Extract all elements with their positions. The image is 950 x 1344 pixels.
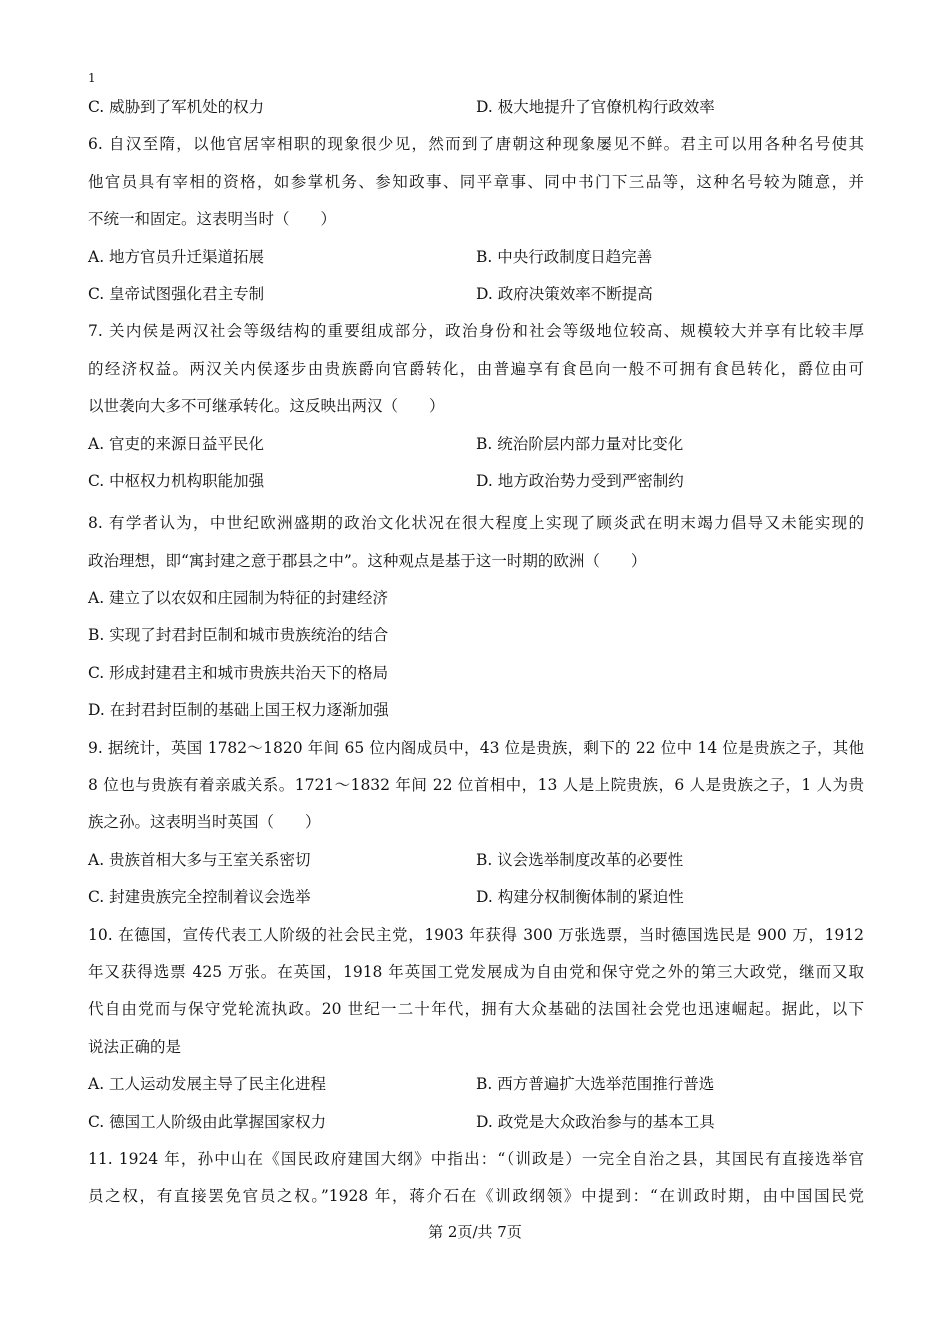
question-7-options-row-1 — [88, 431, 864, 468]
question-7 — [88, 318, 864, 505]
question-6-line-1: 6. 自汉至隋，以他官居宰相职的现象很少见，然而到了唐朝这种现象屡见不鲜。君主可以用各种名号使其 — [88, 135, 864, 154]
question-10-options-row-2 — [88, 1109, 864, 1146]
question-10-line-1: 10. 在德国，宣传代表工人阶级的社会民主党，1903 年获得 300 万张选票，当时德国选民是 900 万，1912 — [88, 925, 864, 944]
question-content — [88, 94, 864, 1221]
question-7-line-2: 的经济权益。两汉关内侯逐步由贵族爵向官爵转化，由普遍享有食邑向一般不可拥有食邑转化，爵位由可 — [88, 359, 864, 378]
question-6-options-row-1 — [88, 244, 864, 281]
question-10-option-d[interactable]: D. 政党是大众政治参与的基本工具 — [476, 1112, 715, 1131]
question-10-options-row-1 — [88, 1071, 864, 1108]
question-10-option-a[interactable]: A. 工人运动发展主导了民主化进程 — [88, 1075, 327, 1094]
question-10-line-3: 代自由党而与保守党轮流执政。20 世纪一二十年代，拥有大众基础的法国社会党也迅速崛起。据此，以下 — [88, 1000, 864, 1019]
question-8 — [88, 510, 864, 734]
page-mark: 1 — [88, 71, 96, 85]
question-6-options-row-2 — [88, 281, 864, 318]
question-9-line-2: 8 位也与贵族有着亲戚关系。1721～1832 年间 22 位首相中，13 人是上院贵族，6 人是贵族之子，1 人为贵 — [88, 776, 864, 795]
question-7-line-1: 7. 关内侯是两汉社会等级结构的重要组成部分，政治身份和社会等级地位较高、规模较大并享有比较丰厚 — [88, 322, 864, 341]
question-9-option-b[interactable]: B. 议会选举制度改革的必要性 — [476, 850, 684, 869]
question-9-line-1: 9. 据统计，英国 1782～1820 年间 65 位内阁成员中，43 位是贵族，剩下的 22 位中 14 位是贵族之子，其他 — [88, 738, 864, 757]
question-7-line-3: 以世袭向大多不可继承转化。这反映出两汉（ ） — [88, 397, 445, 416]
question-8-option-d[interactable]: D. 在封君封臣制的基础上国王权力逐渐加强 — [88, 701, 389, 720]
question-6-line-2: 他官员具有宰相的资格，如参掌机务、参知政事、同平章事、同中书门下三品等，这种名号较为随意，并 — [88, 172, 864, 191]
question-8-line-1: 8. 有学者认为，中世纪欧洲盛期的政治文化状况在很大程度上实现了顾炎武在明末竭力倡导又未能实现的 — [88, 514, 864, 533]
question-10-option-b[interactable]: B. 西方普遍扩大选举范围推行普选 — [476, 1075, 715, 1094]
question-6-option-a[interactable]: A. 地方官员升迁渠道拓展 — [88, 247, 265, 266]
question-9-option-d[interactable]: D. 构建分权制衡体制的紧迫性 — [476, 888, 684, 907]
question-8-option-a[interactable]: A. 建立了以农奴和庄园制为特征的封建经济 — [88, 589, 389, 608]
question-7-option-c[interactable]: C. 中枢权力机构职能加强 — [88, 471, 265, 490]
question-6 — [88, 131, 864, 318]
question-10-option-c[interactable]: C. 德国工人阶级由此掌握国家权力 — [88, 1112, 327, 1131]
q5-options-row — [88, 94, 864, 131]
q5-option-d[interactable]: D. 极大地提升了官僚机构行政效率 — [476, 98, 715, 116]
question-9 — [88, 735, 864, 922]
question-7-option-a[interactable]: A. 官吏的来源日益平民化 — [88, 434, 265, 453]
question-7-option-d[interactable]: D. 地方政治势力受到严密制约 — [476, 471, 684, 490]
question-10-line-4: 说法正确的是 — [88, 1037, 182, 1056]
question-7-option-b[interactable]: B. 统治阶层内部力量对比变化 — [476, 434, 684, 453]
question-6-option-d[interactable]: D. 政府决策效率不断提高 — [476, 284, 653, 303]
question-9-options-row-1 — [88, 847, 864, 884]
question-9-option-c[interactable]: C. 封建贵族完全控制着议会选举 — [88, 888, 311, 907]
q5-option-c[interactable]: C. 威胁到了军机处的权力 — [88, 98, 265, 116]
question-9-options-row-2 — [88, 884, 864, 921]
question-7-options-row-2 — [88, 468, 864, 505]
question-10 — [88, 922, 864, 1146]
question-6-option-b[interactable]: B. 中央行政制度日趋完善 — [476, 247, 653, 266]
question-8-option-c[interactable]: C. 形成封建君主和城市贵族共治天下的格局 — [88, 663, 389, 682]
question-11-line-2: 员之权，有直接罢免官员之权。”1928 年，蒋介石在《训政纲领》中提到：“在训政时期，由中国国民党 — [88, 1187, 864, 1206]
question-10-line-2: 年又获得选票 425 万张。在英国，1918 年英国工党发展成为自由党和保守党之外的第三大政党，继而又取 — [88, 962, 864, 981]
question-9-line-3: 族之孙。这表明当时英国（ ） — [88, 813, 321, 832]
question-11 — [88, 1146, 864, 1221]
page-footer: 第 2页/共 7页 — [428, 1223, 522, 1241]
question-11-line-1: 11. 1924 年，孙中山在《国民政府建国大纲》中指出：“（训政是）一完全自治之县，其国民有直接选举官 — [88, 1149, 864, 1168]
question-6-option-c[interactable]: C. 皇帝试图强化君主专制 — [88, 284, 265, 303]
question-8-option-b[interactable]: B. 实现了封君封臣制和城市贵族统治的结合 — [88, 626, 389, 645]
question-9-option-a[interactable]: A. 贵族首相大多与王室关系密切 — [88, 850, 311, 869]
question-8-line-2: 政治理想，即“寓封建之意于郡县之中”。这种观点是基于这一时期的欧洲（ ） — [88, 551, 647, 570]
question-6-line-3: 不统一和固定。这表明当时（ ） — [88, 210, 337, 229]
